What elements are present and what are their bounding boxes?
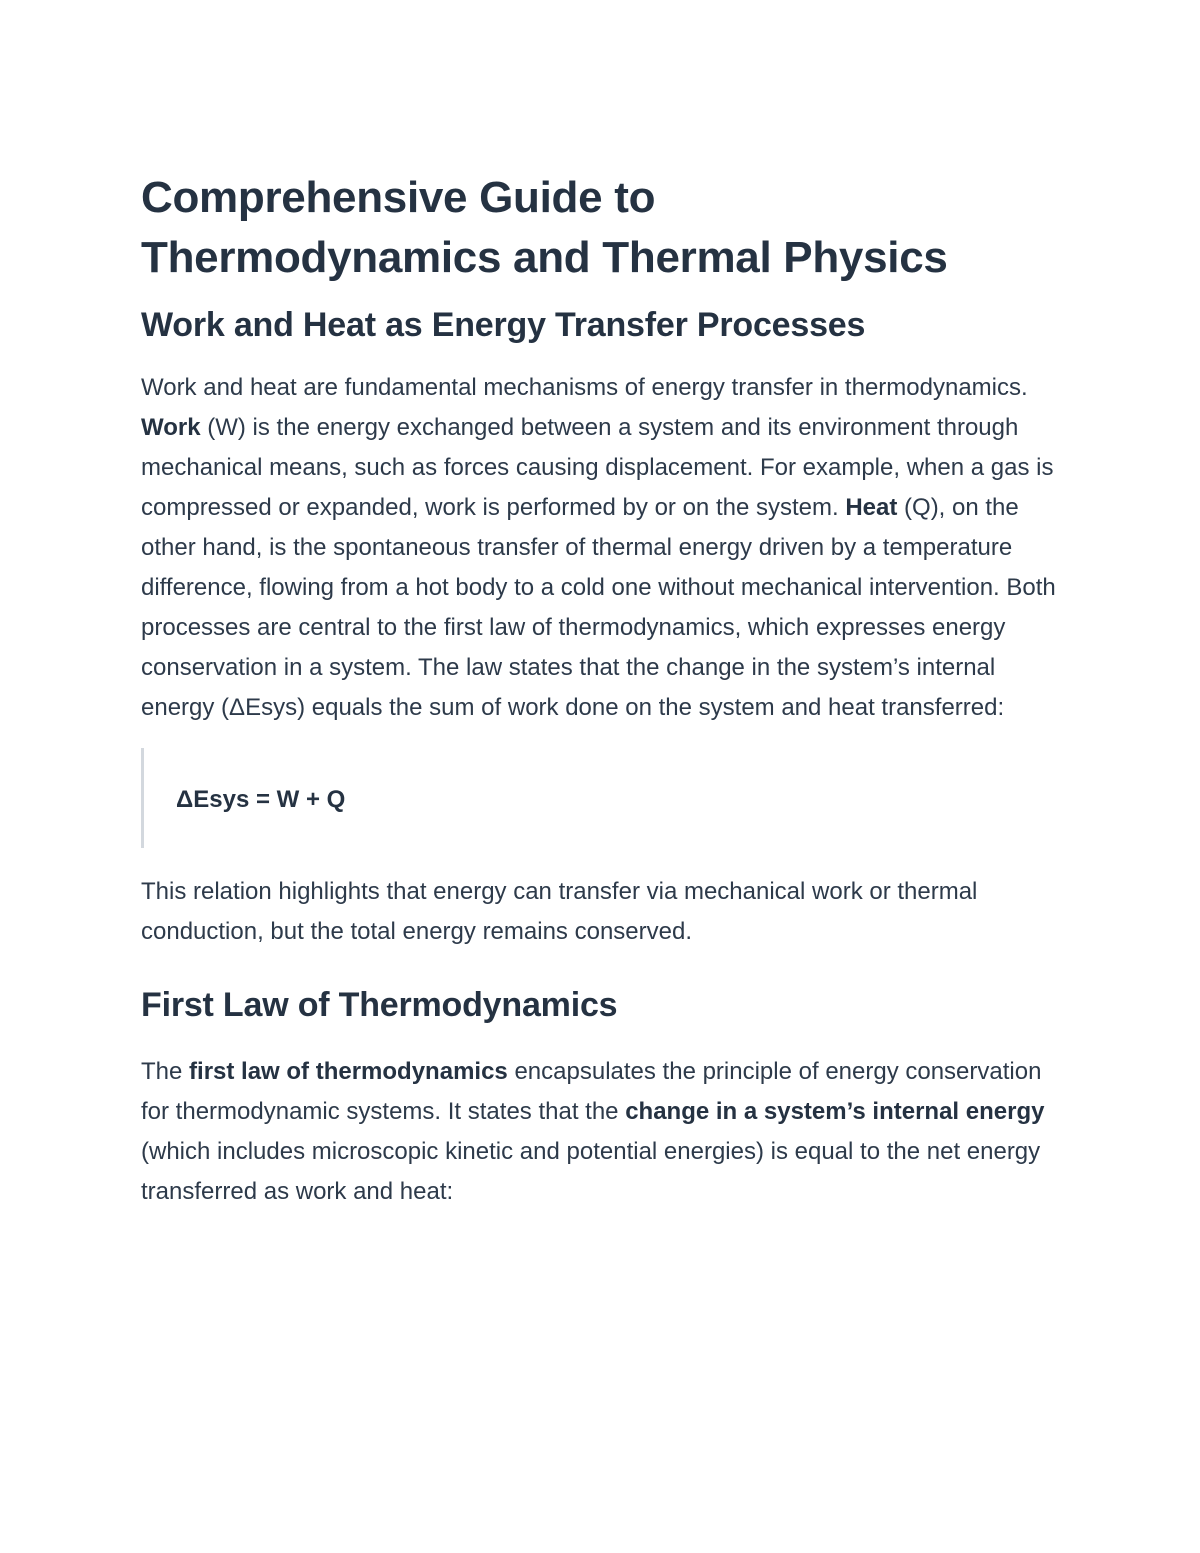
page-title-line-1: Comprehensive Guide to	[141, 173, 656, 222]
text-run: Work and heat are fundamental mechanisms of energy transfer in thermodynamics.	[141, 374, 1028, 401]
section-heading-work-and-heat: Work and Heat as Energy Transfer Processes	[141, 306, 866, 344]
page-title-line-2: Thermodynamics and Thermal Physics	[141, 233, 948, 282]
bold-term-work: Work	[141, 414, 201, 441]
bold-term-internal-energy: change in a system’s internal energy	[625, 1098, 1045, 1125]
page-title	[141, 168, 1061, 288]
bold-term-heat: Heat	[845, 494, 898, 521]
document-page	[141, 168, 1061, 1212]
paragraph-relation-summary: This relation highlights that energy can transfer via mechanical work or thermal conduction, but the total energy remains conserved.	[141, 878, 978, 945]
section-heading-first-law: First Law of Thermodynamics	[141, 986, 618, 1024]
paragraph-first-law	[141, 1052, 1061, 1212]
text-run: (which includes microscopic kinetic and potential energies) is equal to the net energy transferred as work and heat:	[141, 1138, 1041, 1205]
text-run: (Q), on the other hand, is the spontaneous transfer of thermal energy driven by a temperature difference, flowing from a hot body to a cold one without mechanical intervention. Both processes are central to the first law of thermodynamics, which expresses energy conservation in a system. The law states that the change in the system’s internal energy (ΔEsys) equals the sum of work done on the system and heat transferred:	[141, 494, 1056, 721]
bold-term-first-law: first law of thermodynamics	[189, 1058, 508, 1085]
text-run: encapsulates the principle of energy conservation for thermodynamic systems. It states that the	[141, 1058, 1042, 1125]
equation-energy-balance: ΔEsys = W + Q	[176, 786, 346, 813]
equation-blockquote	[141, 748, 1061, 848]
text-run: (W) is the energy exchanged between a system and its environment through mechanical means, such as forces causing displacement. For example, when a gas is compressed or expanded, work is performed by or on the system.	[141, 414, 1054, 521]
text-run: The	[141, 1058, 190, 1085]
paragraph-work-and-heat	[141, 368, 1061, 728]
